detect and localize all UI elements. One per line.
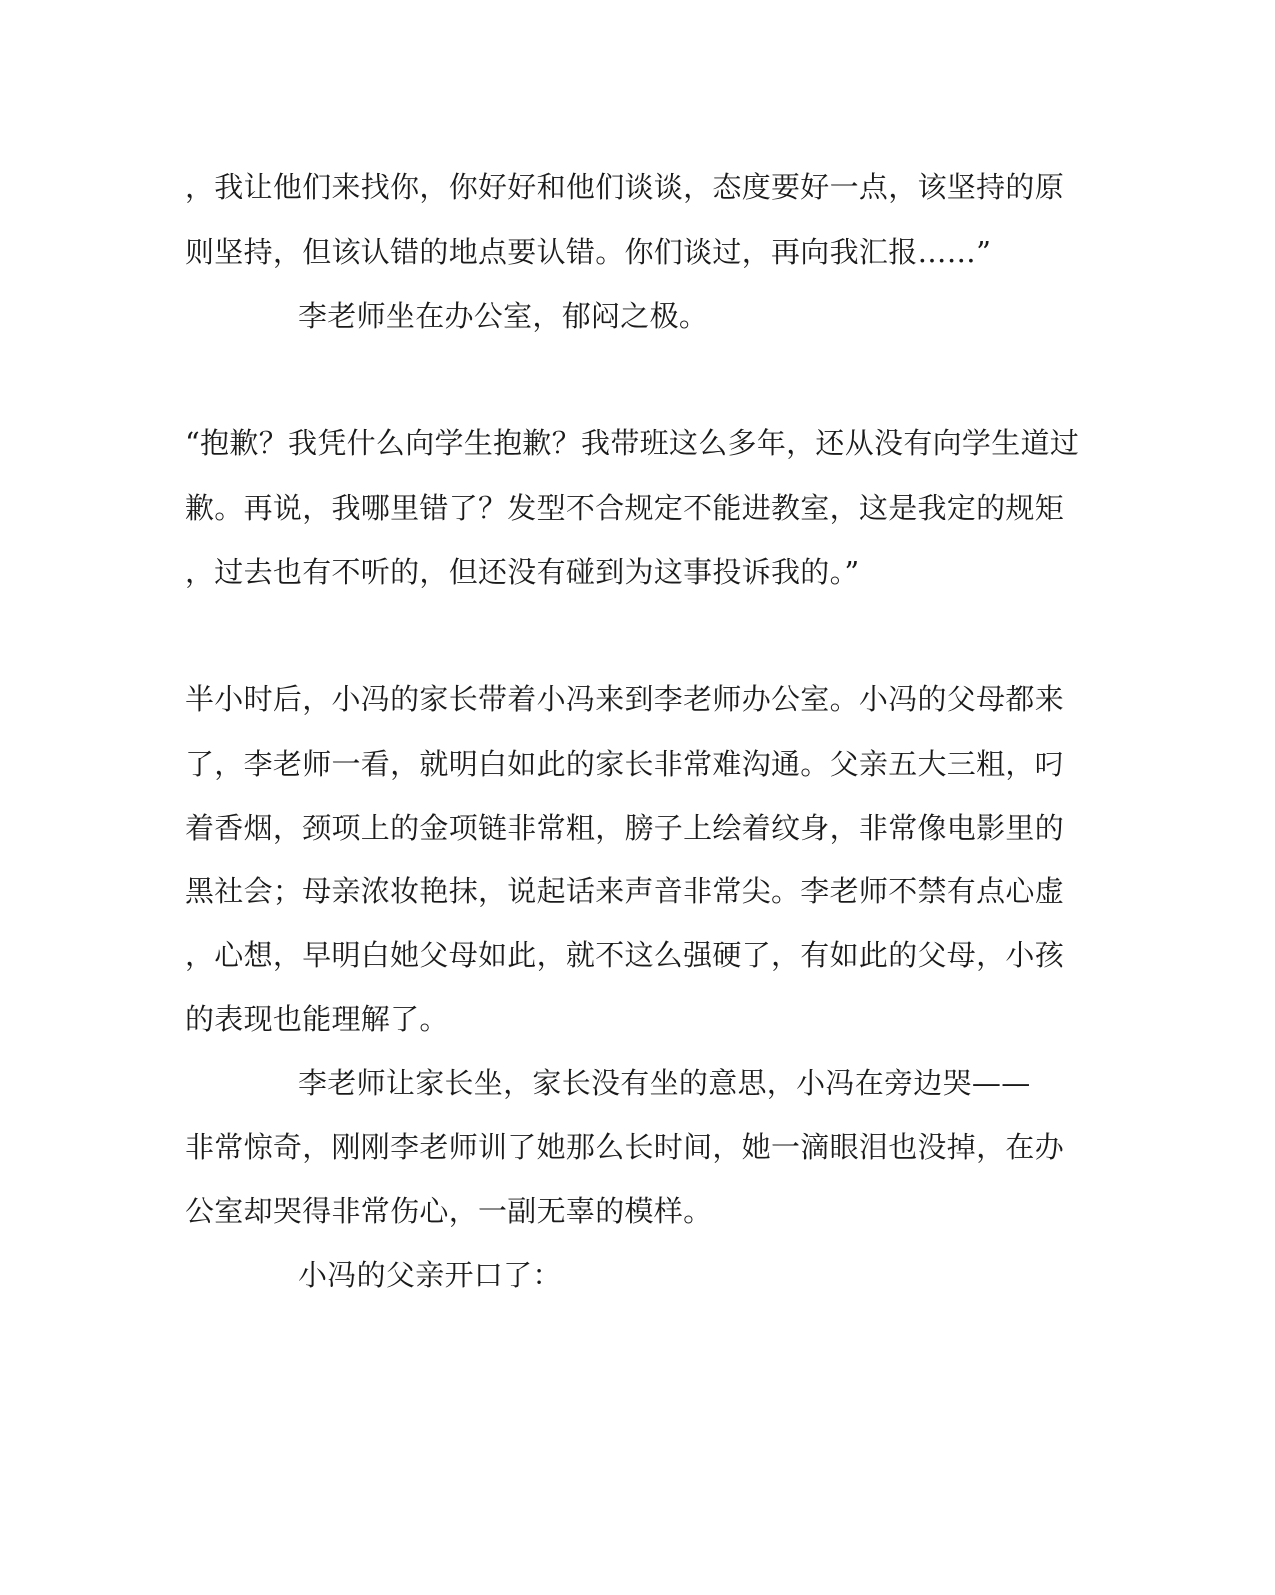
text-line: “抱歉？我凭什么向学生抱歉？我带班这么多年，还从没有向学生道过 — [185, 426, 1080, 460]
text-line: 半小时后，小冯的家长带着小冯来到李老师办公室。小冯的父母都来 — [185, 682, 1065, 716]
text-line: 李老师坐在办公室，郁闷之极。 — [298, 299, 709, 333]
text-line: 李老师让家长坐，家长没有坐的意思，小冯在旁边哭—— — [298, 1066, 1031, 1100]
text-line: 着香烟，颈项上的金项链非常粗，膀子上绘着纹身，非常像电影里的 — [185, 811, 1065, 845]
text-line: ，我让他们来找你，你好好和他们谈谈，态度要好一点，该坚持的原 — [185, 170, 1065, 204]
text-line: 了，李老师一看，就明白如此的家长非常难沟通。父亲五大三粗，叼 — [185, 747, 1065, 781]
text-line: 非常惊奇，刚刚李老师训了她那么长时间，她一滴眼泪也没掉，在办 — [185, 1130, 1065, 1164]
text-line: 黑社会；母亲浓妆艳抹，说起话来声音非常尖。李老师不禁有点心虚 — [185, 874, 1065, 908]
text-line: 则坚持，但该认错的地点要认错。你们谈过，再向我汇报……” — [185, 235, 992, 269]
text-line: 的表现也能理解了。 — [185, 1002, 449, 1036]
text-line: 公室却哭得非常伤心，一副无辜的模样。 — [185, 1194, 713, 1228]
text-line: 歉。再说，我哪里错了？发型不合规定不能进教室，这是我定的规矩 — [185, 491, 1065, 525]
text-line: 小冯的父亲开口了： — [298, 1258, 562, 1292]
text-line: ，心想，早明白她父母如此，就不这么强硬了，有如此的父母，小孩 — [185, 938, 1065, 972]
text-line: ，过去也有不听的，但还没有碰到为这事投诉我的。” — [185, 555, 860, 589]
